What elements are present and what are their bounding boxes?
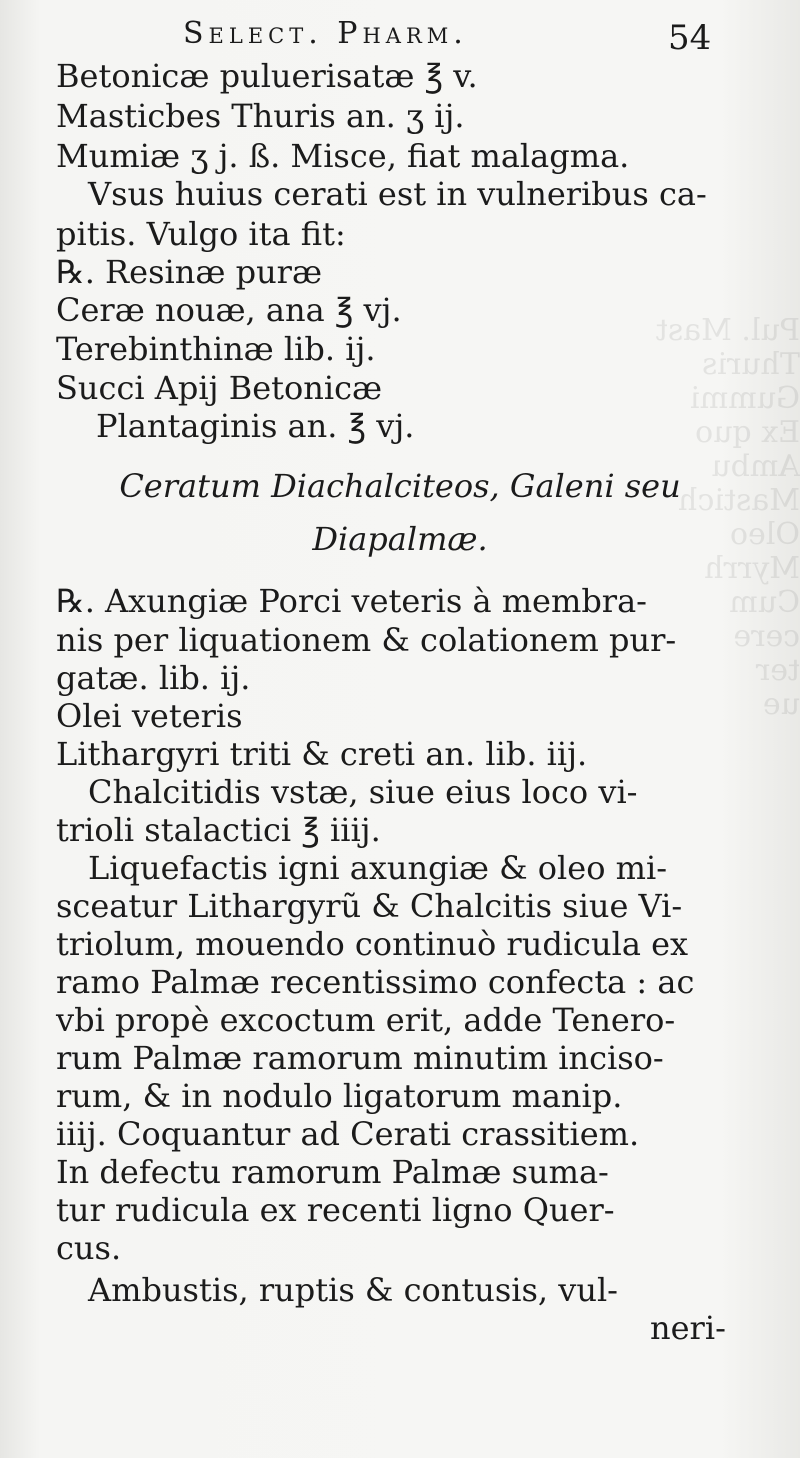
text-line: gatæ. lib. ij.: [56, 659, 251, 697]
running-head-title: Select. Pharm.: [183, 16, 468, 51]
text-line: Liquefactis igni axungiæ & oleo mi-: [88, 849, 668, 887]
text-line: Masticbes Thuris an. ʒ ij.: [56, 97, 465, 135]
text-line: vbi propè excoctum erit, adde Tenero-: [56, 1001, 676, 1039]
text-line: Vsus huius cerati est in vulneribus ca-: [88, 175, 707, 213]
text-line: Lithargyri triti & creti an. lib. iij.: [56, 735, 588, 773]
text-line: sceatur Lithargyrũ & Chalcitis siue Vi-: [56, 887, 683, 925]
text-line: Terebinthinæ lib. ij.: [56, 330, 376, 368]
text-line: ℞. Resinæ puræ: [56, 253, 323, 291]
text-line: tur rudicula ex recenti ligno Quer-: [56, 1191, 615, 1229]
text-line: pitis. Vulgo ita fit:: [56, 215, 346, 253]
text-line: Plantaginis an. ℥ vj.: [96, 407, 415, 445]
text-line: Olei veteris: [56, 697, 243, 735]
text-line: In defectu ramorum Palmæ suma-: [56, 1153, 609, 1191]
show-through-text: Pul. Mast Thuris Gummi Ex quo Ambu Mastich Oleo Myrrh Cum cere ter ue: [655, 313, 800, 722]
text-line: Ceræ nouæ, ana ℥ vj.: [56, 291, 402, 329]
text-line: Ambustis, ruptis & contusis, vul-: [88, 1271, 618, 1309]
text-line: Betonicæ puluerisatæ ℥ v.: [56, 57, 478, 95]
text-line: nis per liquationem & colationem pur-: [56, 621, 677, 659]
text-line: ramo Palmæ recentissimo confecta : ac: [56, 963, 695, 1001]
text-line: rum Palmæ ramorum minutim inciso-: [56, 1039, 664, 1077]
text-line: cus.: [56, 1229, 122, 1267]
text-line: Chalcitidis vstæ, siue eius loco vi-: [88, 773, 638, 811]
text-line: iiij. Coquantur ad Cerati crassitiem.: [56, 1115, 640, 1153]
text-line: Mumiæ ʒ j. ß. Misce, fiat malagma.: [56, 137, 630, 175]
text-line: ℞. Axungiæ Porci veteris à membra-: [56, 582, 647, 620]
text-line: Succi Apij Betonicæ: [56, 369, 383, 407]
section-title: Diapalmæ.: [312, 520, 488, 558]
text-line: neri-: [650, 1309, 726, 1347]
page-number: 54: [668, 18, 712, 58]
text-line: trioli stalactici ℥ iiij.: [56, 811, 381, 849]
section-title: Ceratum Diachalciteos, Galeni seu: [119, 467, 681, 505]
text-line: triolum, mouendo continuò rudicula ex: [56, 925, 689, 963]
text-line: rum, & in nodulo ligatorum manip.: [56, 1077, 623, 1115]
